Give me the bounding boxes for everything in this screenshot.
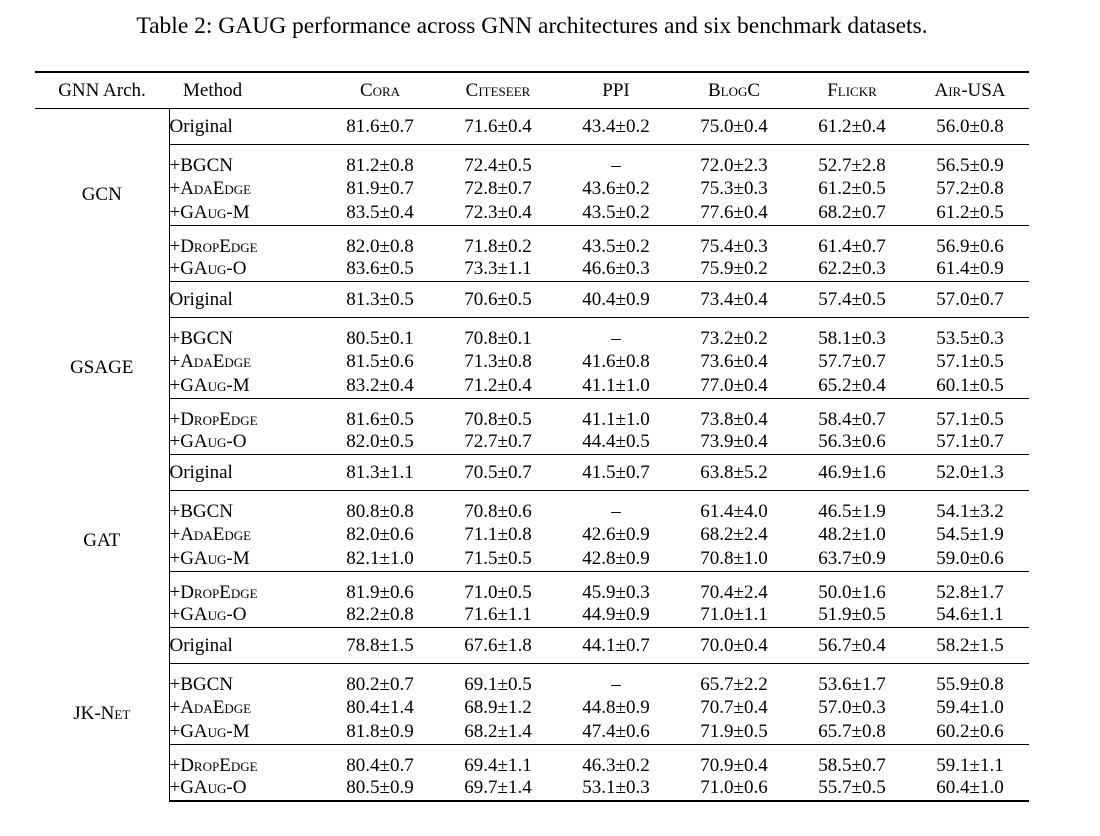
cell-flickr: 65.7±0.8	[793, 720, 911, 744]
arch-label: GSAGE	[35, 282, 169, 455]
method-label: +GAug-M	[169, 547, 321, 571]
header-gnn-arch: GNN Arch.	[35, 72, 169, 109]
cell-citeseer: 70.8±0.1	[464, 328, 532, 349]
cell-blogc: 75.9±0.2	[675, 258, 793, 282]
cell-citeseer: 71.8±0.2	[464, 235, 532, 257]
header-blogc: BlogC	[675, 72, 793, 109]
cell-citeseer: 71.6±1.1	[439, 604, 557, 628]
cell-ppi: 41.6±0.8	[582, 351, 650, 372]
results-table	[35, 71, 1029, 802]
cell-ppi: 45.9±0.3	[582, 581, 650, 603]
header-cora: Cora	[321, 72, 439, 109]
cell-citeseer: 68.2±1.4	[439, 720, 557, 744]
cell-flickr: 56.3±0.6	[793, 431, 911, 455]
cell-cora: 81.6±0.5	[346, 408, 414, 430]
cell-ppi: –	[611, 155, 621, 176]
cell-flickr: 58.4±0.7	[818, 408, 886, 430]
cell-air-usa: 61.2±0.5	[911, 201, 1029, 225]
cell-ppi: 43.6±0.2	[582, 178, 650, 199]
cell-flickr: 58.5±0.7	[818, 754, 886, 776]
table-row	[35, 455, 1029, 491]
cell-cora: 80.2±0.7	[346, 674, 414, 695]
table-row	[35, 398, 1029, 431]
cell-ppi: 40.4±0.9	[557, 282, 675, 318]
cell-air-usa: 59.4±1.0	[936, 697, 1004, 718]
cell-ppi: 44.1±0.7	[557, 628, 675, 664]
cell-ppi: 42.8±0.9	[557, 547, 675, 571]
cell-citeseer: 72.3±0.4	[439, 201, 557, 225]
cell-blogc: 71.9±0.5	[675, 720, 793, 744]
table-row	[35, 777, 1029, 801]
table-row	[35, 318, 1029, 351]
cell-cora: 82.0±0.5	[321, 431, 439, 455]
cell-blogc: 70.4±2.4	[700, 581, 768, 603]
cell-citeseer: 72.4±0.5	[464, 155, 532, 176]
table-body	[35, 109, 1029, 801]
arch-label: GAT	[35, 455, 169, 628]
method-label: +BGCN	[169, 155, 234, 176]
cell-cora: 81.3±0.5	[321, 282, 439, 318]
method-label: +AdaEdge	[169, 178, 252, 199]
cell-cora: 82.1±1.0	[321, 547, 439, 571]
cell-cora: 82.0±0.6	[346, 524, 414, 545]
method-label: Original	[169, 109, 321, 145]
table-row	[35, 374, 1029, 398]
header-flickr: Flickr	[793, 72, 911, 109]
cell-citeseer: 70.8±0.6	[464, 501, 532, 522]
cell-air-usa: 56.0±0.8	[911, 109, 1029, 145]
cell-ppi: 42.6±0.9	[582, 524, 650, 545]
cell-blogc: 71.0±1.1	[675, 604, 793, 628]
cell-flickr: 56.7±0.4	[793, 628, 911, 664]
table-row	[35, 604, 1029, 628]
cell-air-usa: 55.9±0.8	[936, 674, 1004, 695]
cell-citeseer: 70.8±0.5	[464, 408, 532, 430]
cell-blogc: 72.0±2.3	[700, 155, 768, 176]
cell-ppi: 53.1±0.3	[557, 777, 675, 801]
cell-citeseer: 71.5±0.5	[439, 547, 557, 571]
cell-blogc: 65.7±2.2	[700, 674, 768, 695]
method-label: +GAug-M	[169, 374, 321, 398]
method-label: Original	[169, 628, 321, 664]
method-label: +BGCN	[169, 328, 234, 349]
cell-cora: 83.5±0.4	[321, 201, 439, 225]
cell-cora: 80.4±0.7	[346, 754, 414, 776]
caption-suffix: performance across GNN architectures and six benchmark datasets.	[286, 13, 928, 39]
arch-label: JK-Net	[35, 628, 169, 801]
cell-flickr: 61.2±0.5	[818, 178, 886, 199]
cell-citeseer: 69.7±1.4	[439, 777, 557, 801]
cell-air-usa: 56.5±0.9	[936, 155, 1004, 176]
method-label: +DropEdge	[169, 408, 258, 430]
cell-cora: 81.8±0.9	[321, 720, 439, 744]
header-method: Method	[169, 72, 321, 109]
cell-cora: 78.8±1.5	[321, 628, 439, 664]
cell-blogc: 77.6±0.4	[675, 201, 793, 225]
cell-flickr: 58.1±0.3	[818, 328, 886, 349]
table-row	[35, 628, 1029, 664]
cell-air-usa: 60.1±0.5	[911, 374, 1029, 398]
cell-flickr: 65.2±0.4	[793, 374, 911, 398]
cell-ppi: 41.1±1.0	[582, 408, 650, 430]
cell-blogc: 75.4±0.3	[700, 235, 768, 257]
cell-citeseer: 73.3±1.1	[439, 258, 557, 282]
cell-flickr: 61.2±0.4	[793, 109, 911, 145]
header-air-usa: Air-USA	[911, 72, 1029, 109]
method-label: +DropEdge	[169, 235, 258, 257]
cell-air-usa: 54.6±1.1	[911, 604, 1029, 628]
method-label: +GAug-M	[169, 201, 321, 225]
method-label: +GAug-O	[169, 258, 321, 282]
cell-blogc: 63.8±5.2	[675, 455, 793, 491]
caption-aug: AUG	[235, 13, 287, 39]
cell-blogc: 73.9±0.4	[675, 431, 793, 455]
table-row	[35, 201, 1029, 225]
cell-citeseer: 69.1±0.5	[464, 674, 532, 695]
cell-air-usa: 57.1±0.7	[911, 431, 1029, 455]
table-row	[35, 491, 1029, 524]
cell-ppi: 44.9±0.9	[557, 604, 675, 628]
cell-air-usa: 57.0±0.7	[911, 282, 1029, 318]
cell-flickr: 48.2±1.0	[818, 524, 886, 545]
cell-ppi: 41.1±1.0	[557, 374, 675, 398]
cell-air-usa: 56.9±0.6	[936, 235, 1004, 257]
cell-ppi: 43.5±0.2	[557, 201, 675, 225]
table-row	[35, 720, 1029, 744]
cell-cora: 81.9±0.7	[346, 178, 414, 199]
table-row	[35, 744, 1029, 777]
table-row	[35, 282, 1029, 318]
table-row	[35, 145, 1029, 178]
table-row	[35, 571, 1029, 604]
method-label: +AdaEdge	[169, 351, 252, 372]
cell-cora: 81.2±0.8	[346, 155, 414, 176]
cell-ppi: 43.4±0.2	[557, 109, 675, 145]
method-label: +AdaEdge	[169, 697, 252, 718]
cell-flickr: 50.0±1.6	[818, 581, 886, 603]
header-row	[35, 72, 1029, 109]
header-ppi: PPI	[557, 72, 675, 109]
cell-flickr: 52.7±2.8	[818, 155, 886, 176]
cell-flickr: 68.2±0.7	[793, 201, 911, 225]
cell-air-usa: 52.0±1.3	[911, 455, 1029, 491]
cell-flickr: 61.4±0.7	[818, 235, 886, 257]
method-label: +GAug-O	[169, 604, 321, 628]
table-row	[35, 258, 1029, 282]
cell-blogc: 70.8±1.0	[675, 547, 793, 571]
cell-ppi: 47.4±0.6	[557, 720, 675, 744]
cell-citeseer: 70.5±0.7	[439, 455, 557, 491]
cell-cora: 80.5±0.9	[321, 777, 439, 801]
cell-air-usa: 53.5±0.3	[936, 328, 1004, 349]
cell-ppi: 44.8±0.9	[582, 697, 650, 718]
cell-blogc: 70.7±0.4	[700, 697, 768, 718]
cell-citeseer: 72.7±0.7	[439, 431, 557, 455]
cell-blogc: 75.3±0.3	[700, 178, 768, 199]
cell-air-usa: 59.1±1.1	[936, 754, 1004, 776]
table-row	[35, 664, 1029, 697]
method-label: +BGCN	[169, 674, 234, 695]
cell-flickr: 55.7±0.5	[793, 777, 911, 801]
method-label: +AdaEdge	[169, 524, 252, 545]
cell-flickr: 51.9±0.5	[793, 604, 911, 628]
cell-ppi: 41.5±0.7	[557, 455, 675, 491]
method-label: +GAug-O	[169, 431, 321, 455]
arch-label: GCN	[35, 109, 169, 282]
cell-blogc: 73.4±0.4	[675, 282, 793, 318]
cell-blogc: 73.8±0.4	[700, 408, 768, 430]
cell-air-usa: 61.4±0.9	[911, 258, 1029, 282]
cell-citeseer: 71.3±0.8	[464, 351, 532, 372]
cell-citeseer: 71.1±0.8	[464, 524, 532, 545]
cell-citeseer: 69.4±1.1	[464, 754, 532, 776]
method-label: +DropEdge	[169, 581, 258, 603]
cell-cora: 82.2±0.8	[321, 604, 439, 628]
cell-blogc: 68.2±2.4	[700, 524, 768, 545]
cell-blogc: 73.6±0.4	[700, 351, 768, 372]
cell-ppi: 46.6±0.3	[557, 258, 675, 282]
cell-cora: 81.6±0.7	[321, 109, 439, 145]
cell-flickr: 62.2±0.3	[793, 258, 911, 282]
caption-prefix: Table 2: G	[136, 13, 236, 39]
method-label: +GAug-O	[169, 777, 321, 801]
cell-citeseer: 67.6±1.8	[439, 628, 557, 664]
cell-cora: 83.2±0.4	[321, 374, 439, 398]
cell-ppi: 43.5±0.2	[582, 235, 650, 257]
table-caption	[0, 11, 1064, 41]
table-row	[35, 350, 1029, 374]
cell-blogc: 73.2±0.2	[700, 328, 768, 349]
cell-air-usa: 60.2±0.6	[911, 720, 1029, 744]
table-row	[35, 547, 1029, 571]
cell-ppi: 46.3±0.2	[582, 754, 650, 776]
table-row	[35, 177, 1029, 201]
header-citeseer: Citeseer	[439, 72, 557, 109]
cell-citeseer: 71.6±0.4	[439, 109, 557, 145]
cell-cora: 80.4±1.4	[346, 697, 414, 718]
cell-citeseer: 71.2±0.4	[439, 374, 557, 398]
cell-blogc: 61.4±4.0	[700, 501, 768, 522]
table-row	[35, 225, 1029, 258]
cell-flickr: 57.7±0.7	[818, 351, 886, 372]
cell-blogc: 70.9±0.4	[700, 754, 768, 776]
cell-citeseer: 70.6±0.5	[439, 282, 557, 318]
cell-blogc: 71.0±0.6	[675, 777, 793, 801]
cell-cora: 81.3±1.1	[321, 455, 439, 491]
cell-air-usa: 52.8±1.7	[936, 581, 1004, 603]
table-row	[35, 696, 1029, 720]
cell-air-usa: 59.0±0.6	[911, 547, 1029, 571]
table-row	[35, 523, 1029, 547]
cell-cora: 81.5±0.6	[346, 351, 414, 372]
cell-air-usa: 57.1±0.5	[936, 408, 1004, 430]
cell-air-usa: 54.5±1.9	[936, 524, 1004, 545]
cell-air-usa: 57.2±0.8	[936, 178, 1004, 199]
method-label: Original	[169, 455, 321, 491]
cell-blogc: 70.0±0.4	[675, 628, 793, 664]
cell-flickr: 57.0±0.3	[818, 697, 886, 718]
cell-citeseer: 72.8±0.7	[464, 178, 532, 199]
cell-cora: 82.0±0.8	[346, 235, 414, 257]
method-label: Original	[169, 282, 321, 318]
method-label: +GAug-M	[169, 720, 321, 744]
table-row	[35, 431, 1029, 455]
method-label: +DropEdge	[169, 754, 258, 776]
cell-blogc: 75.0±0.4	[675, 109, 793, 145]
cell-air-usa: 60.4±1.0	[911, 777, 1029, 801]
cell-air-usa: 58.2±1.5	[911, 628, 1029, 664]
cell-flickr: 53.6±1.7	[818, 674, 886, 695]
cell-ppi: –	[611, 674, 621, 695]
cell-cora: 80.5±0.1	[346, 328, 414, 349]
cell-cora: 83.6±0.5	[321, 258, 439, 282]
cell-air-usa: 54.1±3.2	[936, 501, 1004, 522]
cell-flickr: 46.5±1.9	[818, 501, 886, 522]
cell-blogc: 77.0±0.4	[675, 374, 793, 398]
cell-cora: 80.8±0.8	[346, 501, 414, 522]
cell-air-usa: 57.1±0.5	[936, 351, 1004, 372]
cell-flickr: 63.7±0.9	[793, 547, 911, 571]
cell-ppi: –	[611, 328, 621, 349]
cell-ppi: 44.4±0.5	[557, 431, 675, 455]
cell-flickr: 46.9±1.6	[793, 455, 911, 491]
method-label: +BGCN	[169, 501, 234, 522]
table-row	[35, 109, 1029, 145]
cell-ppi: –	[611, 501, 621, 522]
cell-citeseer: 71.0±0.5	[464, 581, 532, 603]
cell-flickr: 57.4±0.5	[793, 282, 911, 318]
cell-citeseer: 68.9±1.2	[464, 697, 532, 718]
cell-cora: 81.9±0.6	[346, 581, 414, 603]
